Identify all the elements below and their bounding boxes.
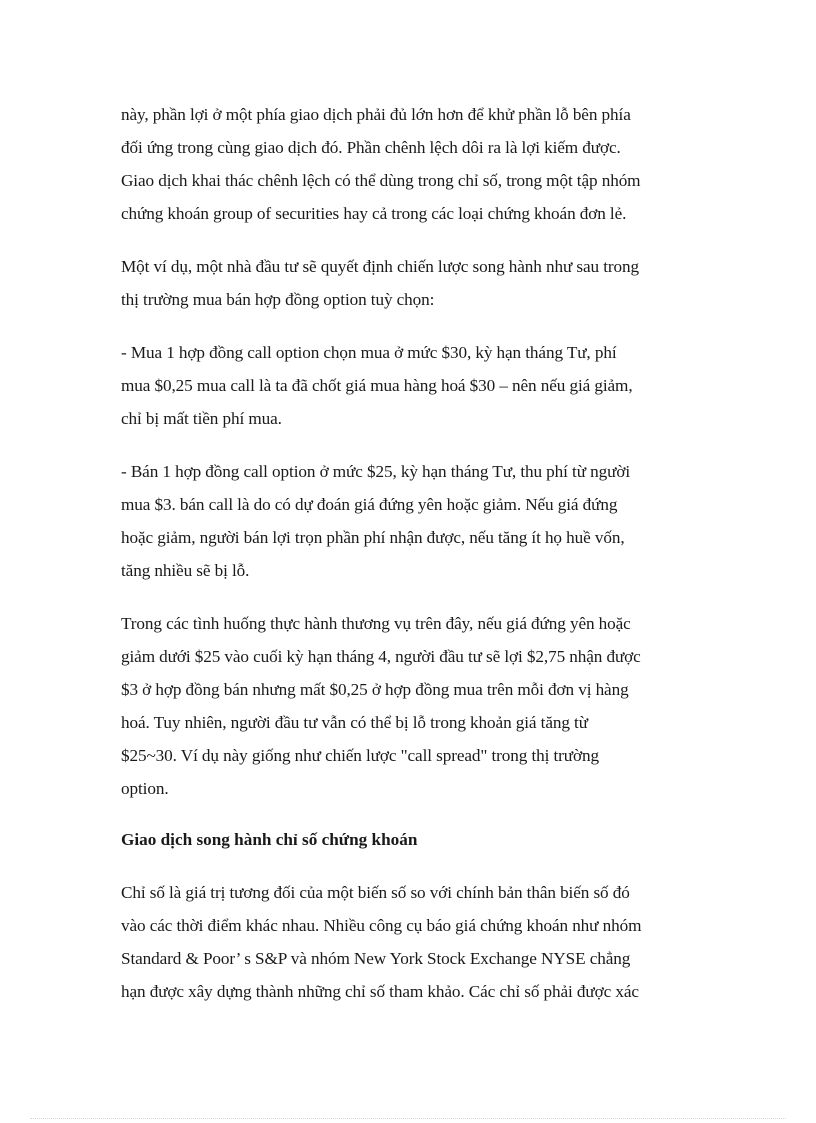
page-bottom-divider <box>30 1118 786 1119</box>
text-line: option. <box>121 779 169 798</box>
text-line: giảm dưới $25 vào cuối kỳ hạn tháng 4, người đầu tư sẽ lợi $2,75 nhận được <box>121 647 641 666</box>
paragraph-sell-call <box>121 455 721 587</box>
text-line: chứng khoán group of securities hay cả trong các loại chứng khoán đơn lẻ. <box>121 204 627 223</box>
text-line: vào các thời điểm khác nhau. Nhiều công cụ báo giá chứng khoán như nhóm <box>121 916 642 935</box>
text-line: hoặc giảm, người bán lợi trọn phần phí nhận được, nếu tăng ít họ huề vốn, <box>121 528 625 547</box>
paragraph-arbitrage-intro <box>121 98 721 230</box>
text-line: Một ví dụ, một nhà đầu tư sẽ quyết định chiến lược song hành như sau trong <box>121 257 639 276</box>
text-line: Standard & Poor’ s S&P và nhóm New York Stock Exchange NYSE chẳng <box>121 949 631 968</box>
paragraph-buy-call <box>121 336 721 435</box>
paragraph-index-definition <box>121 876 721 1008</box>
text-line: - Bán 1 hợp đồng call option ở mức $25, kỳ hạn tháng Tư, thu phí từ người <box>121 462 630 481</box>
text-line: mua $0,25 mua call là ta đã chốt giá mua hàng hoá $30 – nên nếu giá giảm, <box>121 376 633 395</box>
text-line: - Mua 1 hợp đồng call option chọn mua ở mức $30, kỳ hạn tháng Tư, phí <box>121 343 617 362</box>
text-line: tăng nhiều sẽ bị lỗ. <box>121 561 250 580</box>
text-line: này, phần lợi ở một phía giao dịch phải đủ lớn hơn để khử phần lỗ bên phía <box>121 105 631 124</box>
document-page <box>121 98 721 1008</box>
section-heading: Giao dịch song hành chỉ số chứng khoán <box>121 830 418 849</box>
text-line: Giao dịch khai thác chênh lệch có thể dùng trong chỉ số, trong một tập nhóm <box>121 171 641 190</box>
text-line: $3 ở hợp đồng bán nhưng mất $0,25 ở hợp đồng mua trên mỗi đơn vị hàng <box>121 680 629 699</box>
text-line: mua $3. bán call là do có dự đoán giá đứng yên hoặc giảm. Nếu giá đứng <box>121 495 618 514</box>
text-line: hạn được xây dựng thành những chỉ số tham khảo. Các chỉ số phải được xác <box>121 982 639 1001</box>
text-line: $25~30. Ví dụ này giống như chiến lược "call spread" trong thị trường <box>121 746 600 765</box>
paragraph-example-intro <box>121 250 721 316</box>
text-line: đối ứng trong cùng giao dịch đó. Phần chênh lệch dôi ra là lợi kiếm được. <box>121 138 621 157</box>
text-line: Chỉ số là giá trị tương đối của một biến số so với chính bản thân biến số đó <box>121 883 630 902</box>
text-line: chỉ bị mất tiền phí mua. <box>121 409 282 428</box>
text-line: Trong các tình huống thực hành thương vụ trên đây, nếu giá đứng yên hoặc <box>121 614 631 633</box>
paragraph-outcome <box>121 607 721 805</box>
text-line: hoá. Tuy nhiên, người đầu tư vẫn có thể bị lỗ trong khoản giá tăng từ <box>121 713 588 732</box>
text-line: thị trường mua bán hợp đồng option tuỳ chọn: <box>121 290 435 309</box>
